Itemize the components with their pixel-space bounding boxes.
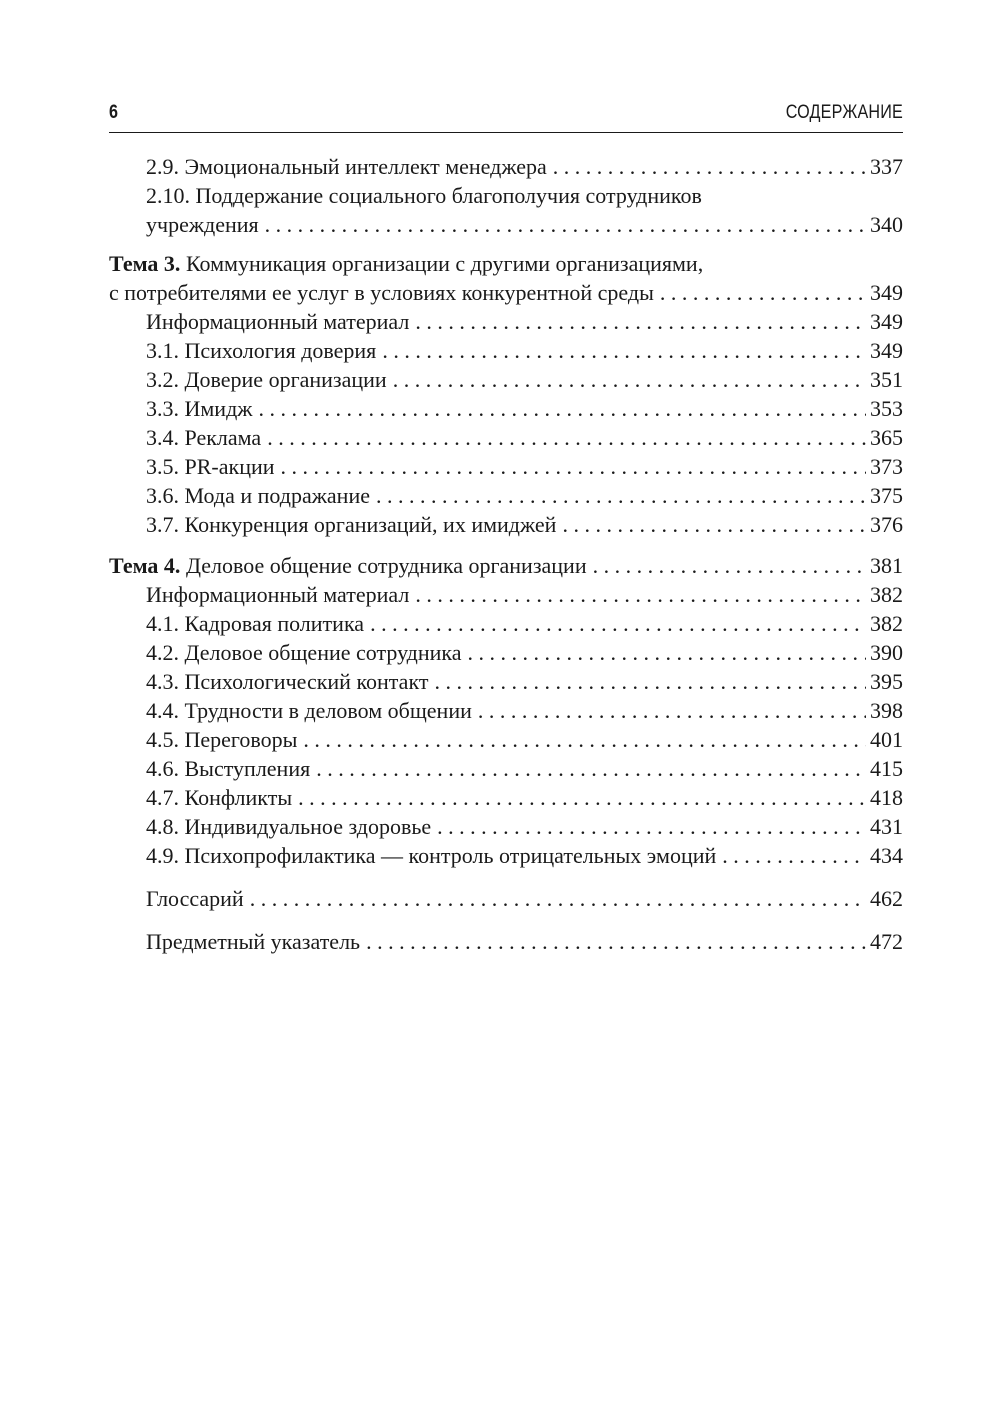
topic-4-title-text: Деловое общение сотрудника организации xyxy=(180,553,587,578)
toc-page-number: 349 xyxy=(870,309,903,334)
dot-leader xyxy=(382,336,866,365)
toc-page-number: 472 xyxy=(870,929,903,954)
toc-entry-label: 4.4. Трудности в деловом общении xyxy=(146,698,472,723)
dot-leader xyxy=(393,365,866,394)
toc-entry-label: 4.7. Конфликты xyxy=(146,785,293,810)
toc-entry-label: 3.1. Психология доверия xyxy=(146,338,377,363)
dot-leader xyxy=(281,452,866,481)
dot-leader xyxy=(298,783,866,812)
toc-entry-4-7[interactable] xyxy=(109,783,903,812)
running-title: СОДЕРЖАНИЕ xyxy=(785,102,903,123)
toc-entry-2-10-line1[interactable]: 2.10. Поддержание социального благополучия сотрудников xyxy=(146,183,702,208)
toc-entry-4-8[interactable] xyxy=(109,812,903,841)
toc-page-number: 340 xyxy=(870,212,903,237)
toc-entry-label: 4.6. Выступления xyxy=(146,756,311,781)
dot-leader xyxy=(478,696,866,725)
toc-entry-4-3[interactable] xyxy=(109,667,903,696)
toc-entry-4-5[interactable] xyxy=(109,725,903,754)
dot-leader xyxy=(434,667,866,696)
toc-entry-label: 4.8. Индивидуальное здоровье xyxy=(146,814,432,839)
topic-4-title xyxy=(109,551,587,580)
toc-page-number: 365 xyxy=(870,425,903,450)
toc-entry-3-3[interactable] xyxy=(109,394,903,423)
dot-leader xyxy=(437,812,866,841)
dot-leader xyxy=(660,278,866,307)
dot-leader xyxy=(562,510,866,539)
table-of-contents xyxy=(109,152,903,956)
toc-page-number: 418 xyxy=(870,785,903,810)
toc-entry-label: 4.9. Психопрофилактика — контроль отрицательных эмоций xyxy=(146,843,717,868)
toc-entry-4-4[interactable] xyxy=(109,696,903,725)
toc-entry-label: 3.6. Мода и подражание xyxy=(146,483,370,508)
topic-3-title-part1: Коммуникация организации с другими организациями, xyxy=(180,251,704,276)
dot-leader xyxy=(468,638,866,667)
toc-page-number: 398 xyxy=(870,698,903,723)
toc-entry-label: Информационный материал xyxy=(146,309,410,334)
topic-4-heading[interactable] xyxy=(109,551,903,580)
dot-leader xyxy=(366,927,866,956)
toc-page-number: 337 xyxy=(870,154,903,179)
toc-entry-label: 4.5. Переговоры xyxy=(146,727,298,752)
toc-entry-label: 3.3. Имидж xyxy=(146,396,253,421)
toc-page-number: 395 xyxy=(870,669,903,694)
toc-page-number: 382 xyxy=(870,611,903,636)
dot-leader xyxy=(265,210,866,239)
toc-page-number: 349 xyxy=(870,338,903,363)
toc-page-number: 375 xyxy=(870,483,903,508)
toc-entry-label: 3.5. PR-акции xyxy=(146,454,275,479)
toc-page-number: 381 xyxy=(870,553,903,578)
toc-page-number: 431 xyxy=(870,814,903,839)
toc-entry-label: 4.2. Деловое общение сотрудника xyxy=(146,640,462,665)
page-number: 6 xyxy=(109,102,118,123)
dot-leader xyxy=(303,725,866,754)
dot-leader xyxy=(258,394,866,423)
toc-page-number: 353 xyxy=(870,396,903,421)
toc-page-number: 349 xyxy=(870,280,903,305)
toc-entry-3-5[interactable] xyxy=(109,452,903,481)
dot-leader xyxy=(722,841,866,870)
topic-3-prefix: Тема 3. xyxy=(109,251,181,276)
toc-entry-label: 4.1. Кадровая политика xyxy=(146,611,365,636)
toc-page-number: 351 xyxy=(870,367,903,392)
toc-entry-subject-index[interactable] xyxy=(109,927,903,956)
toc-page-number: 390 xyxy=(870,640,903,665)
toc-entry-4-1[interactable] xyxy=(109,609,903,638)
toc-page-number: 382 xyxy=(870,582,903,607)
toc-entry-label: 3.7. Конкуренция организаций, их имиджей xyxy=(146,512,557,537)
toc-page-number: 462 xyxy=(870,886,903,911)
toc-entry-4-9[interactable] xyxy=(109,841,903,870)
toc-entry-label: учреждения xyxy=(146,212,259,237)
toc-page-number: 434 xyxy=(870,843,903,868)
toc-entry-label: 4.3. Психологический контакт xyxy=(146,669,429,694)
toc-entry-2-10[interactable] xyxy=(109,210,903,239)
page-header xyxy=(109,98,903,133)
toc-entry-3-7[interactable] xyxy=(109,510,903,539)
toc-entry-glossary[interactable] xyxy=(109,884,903,913)
toc-entry-3-1[interactable] xyxy=(109,336,903,365)
dot-leader xyxy=(370,609,866,638)
toc-entry-2-9[interactable] xyxy=(109,152,903,181)
toc-entry-4-6[interactable] xyxy=(109,754,903,783)
toc-page-number: 401 xyxy=(870,727,903,752)
toc-entry-4-2[interactable] xyxy=(109,638,903,667)
toc-page-number: 415 xyxy=(870,756,903,781)
toc-entry-label: 3.4. Реклама xyxy=(146,425,262,450)
toc-entry-3-info[interactable] xyxy=(109,307,903,336)
dot-leader xyxy=(250,884,866,913)
topic-3-title-part2: с потребителями ее услуг в условиях конкурентной среды xyxy=(109,280,654,305)
toc-page-number: 373 xyxy=(870,454,903,479)
toc-page-number: 376 xyxy=(870,512,903,537)
dot-leader xyxy=(415,580,866,609)
toc-entry-3-4[interactable] xyxy=(109,423,903,452)
topic-3-heading-line1[interactable] xyxy=(109,249,903,278)
topic-4-prefix: Тема 4. xyxy=(109,553,181,578)
toc-entry-3-2[interactable] xyxy=(109,365,903,394)
dot-leader xyxy=(376,481,866,510)
dot-leader xyxy=(415,307,866,336)
toc-entry-label: 3.2. Доверие организации xyxy=(146,367,387,392)
toc-entry-label: Предметный указатель xyxy=(146,929,361,954)
dot-leader xyxy=(316,754,866,783)
topic-3-heading[interactable] xyxy=(109,278,903,307)
toc-entry-4-info[interactable] xyxy=(109,580,903,609)
dot-leader xyxy=(553,152,866,181)
dot-leader xyxy=(267,423,866,452)
toc-entry-label: 2.9. Эмоциональный интеллект менеджера xyxy=(146,154,547,179)
toc-entry-3-6[interactable] xyxy=(109,481,903,510)
toc-entry-label: Глоссарий xyxy=(146,886,244,911)
dot-leader xyxy=(593,551,866,580)
toc-entry-label: Информационный материал xyxy=(146,582,410,607)
